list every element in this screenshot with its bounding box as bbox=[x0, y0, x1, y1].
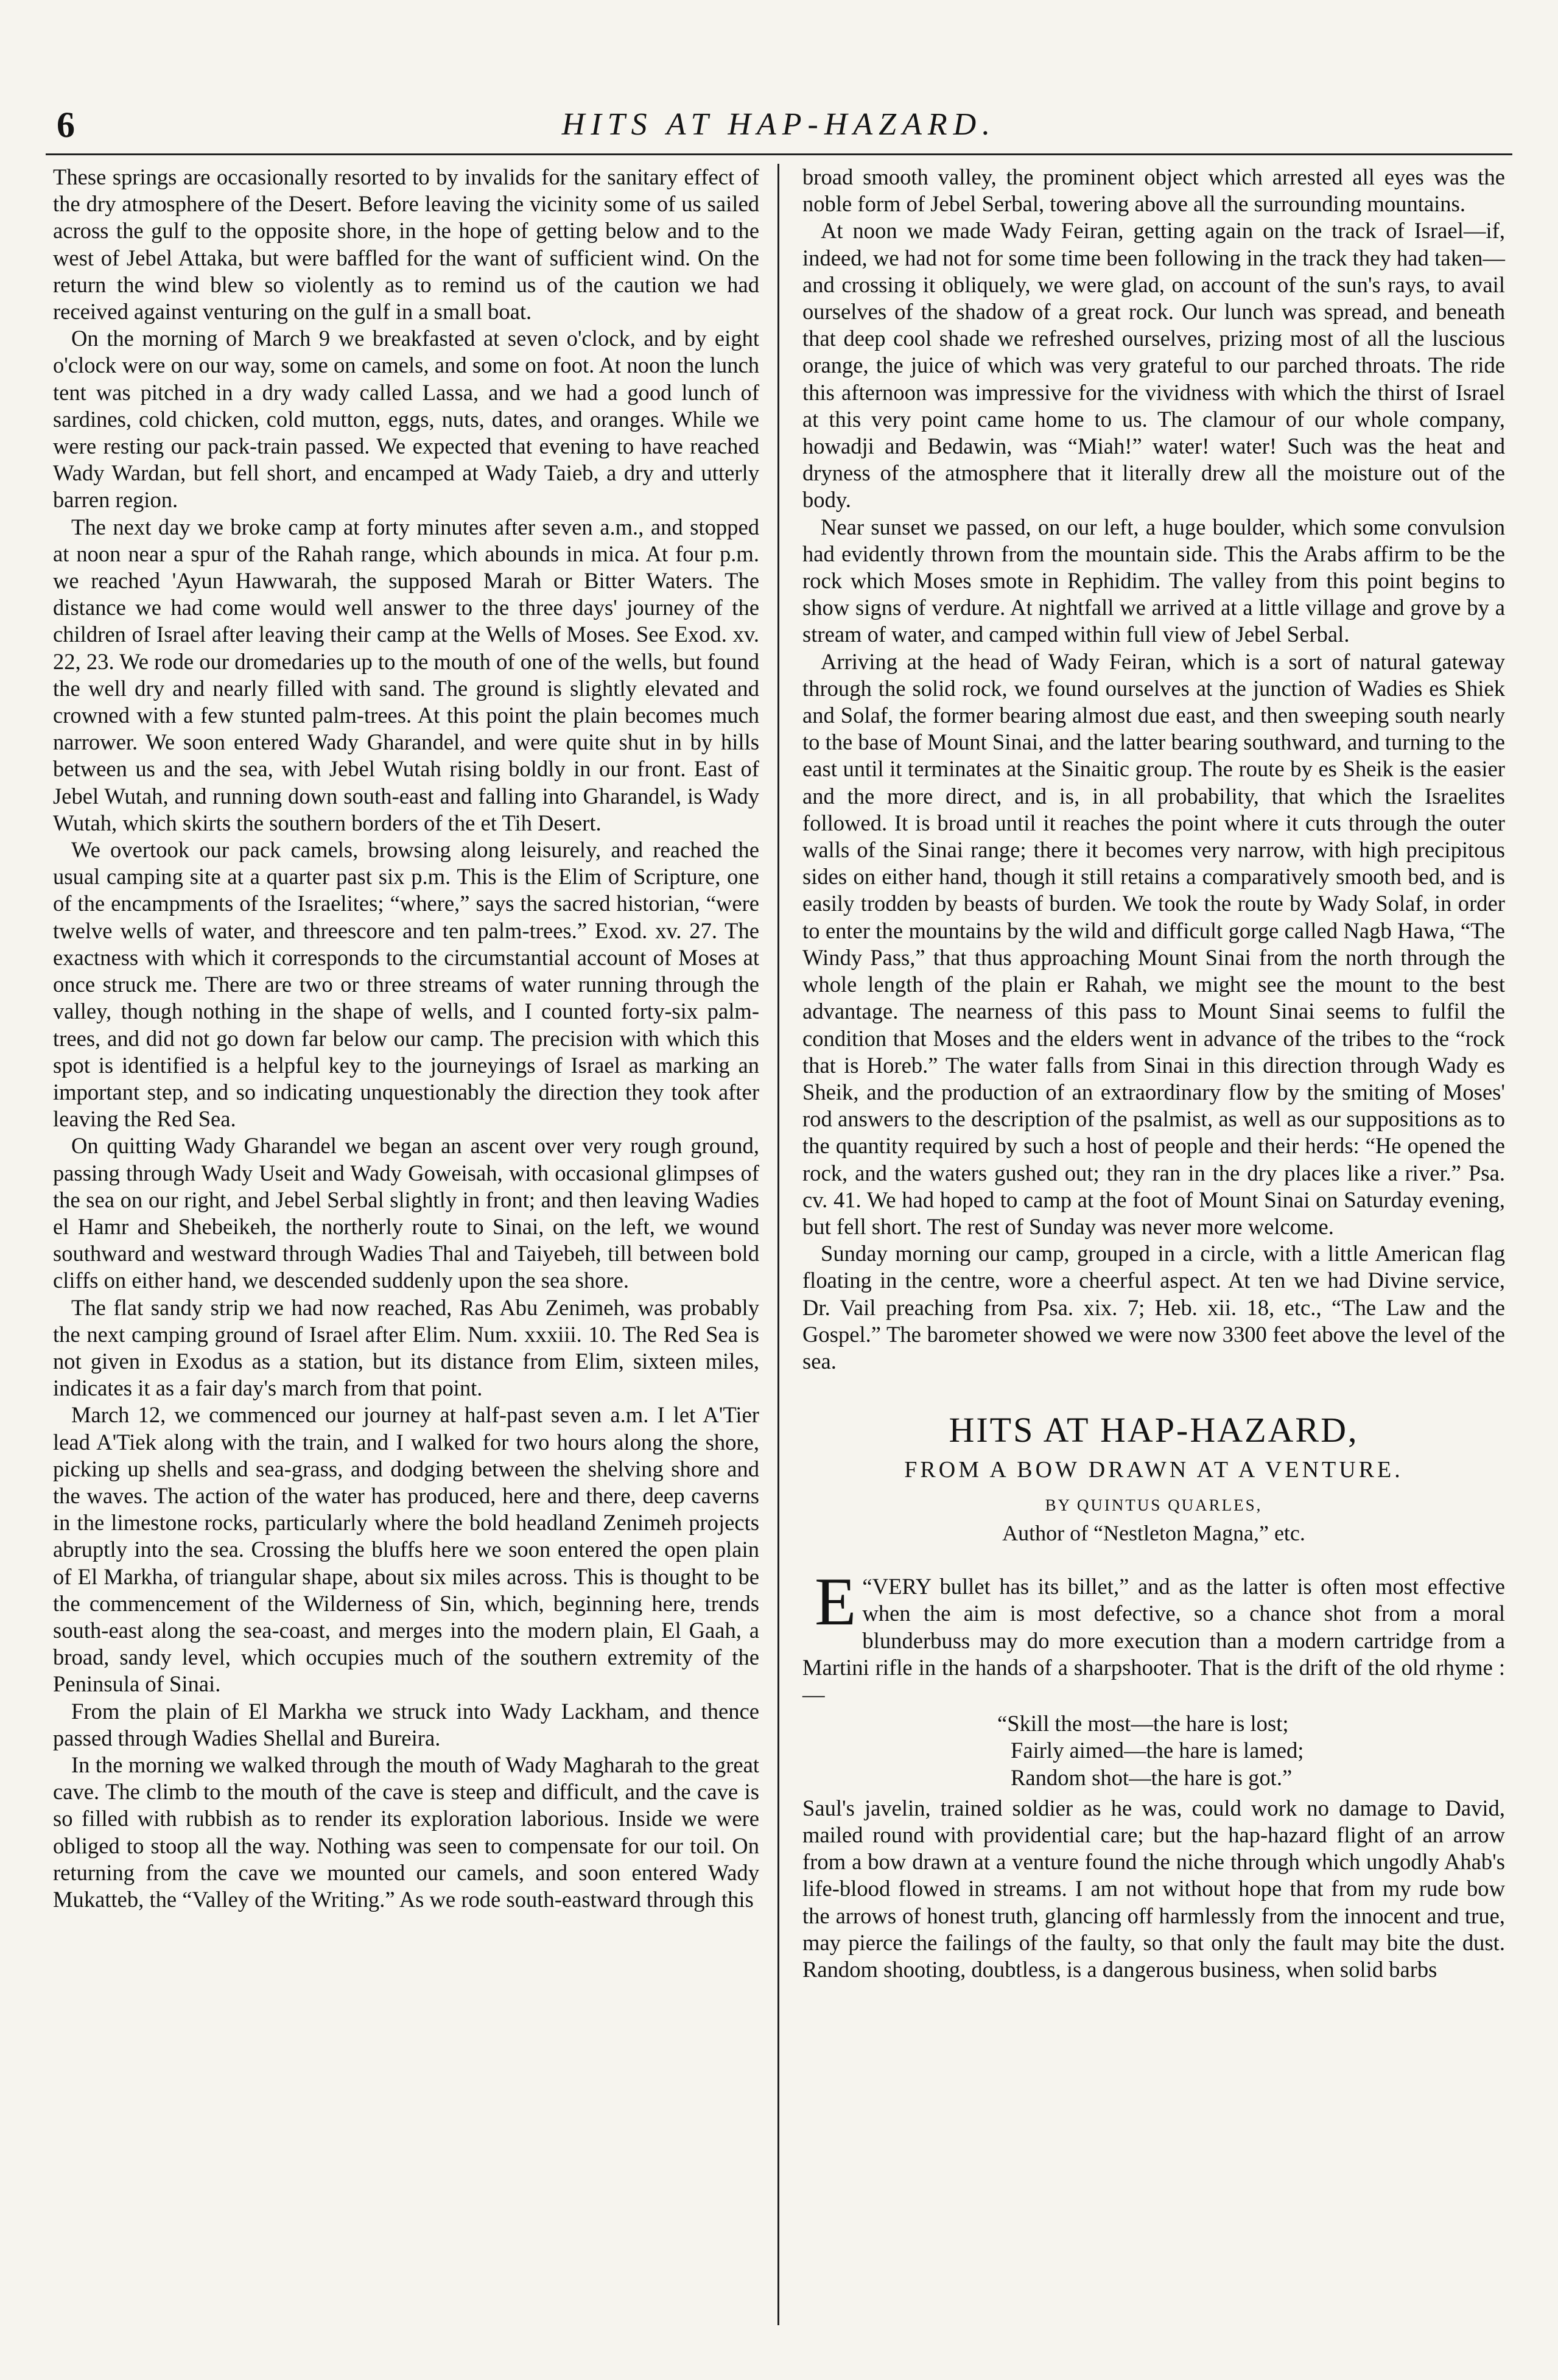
paragraph: At noon we made Wady Feiran, getting again on the track of Israel—if, indeed, we had not for some time been following in the track they had taken—and crossing it obliquely, we were glad, on account of the sun's rays, to avail ourselves of the shadow of a great rock. Our lunch was spread, and beneath that deep cool shade we refreshed ourselves, prizing most of all the luscious orange, the juice of which was very grateful to our parched throats. The ride this afternoon was impressive for the vividness with which the thirst of Israel at this very point came home to us. The clamour of our whole company, howadji and Bedawin, was “Miah!” water! water! Such was the heat and dryness of the atmosphere that it literally drew all the moisture out of the body. bbox=[802, 218, 1505, 513]
paragraph: Near sunset we passed, on our left, a huge boulder, which some convulsion had evidently thrown from the mountain side. This the Arabs affirm to be the rock which Moses smote in Rephidim. The valley from this point begins to show signs of verdure. At nightfall we arrived at a little village and grove by a stream of water, and camped within full view of Jebel Serbal. bbox=[802, 514, 1505, 647]
paragraph: On quitting Wady Gharandel we began an ascent over very rough ground, passing through Wady Useit and Wady Goweisah, with occasional glimpses of the sea on our right, and Jebel Serbal slightly in front; and then leaving Wadies el Hamr and Shebeikeh, the northerly route to Sinai, on the left, we wound southward and westward through Wadies Thal and Taiyebeh, till between bold cliffs on either hand, we descended suddenly upon the sea shore. bbox=[53, 1133, 759, 1293]
paragraph: The next day we broke camp at forty minutes after seven a.m., and stopped at noon near a spur of the Rahah range, which abounds in mica. At four p.m. we reached 'Ayun Hawwarah, the supposed Marah or Bitter Waters. The distance we had come would well answer to the three days' journey of the children of Israel after leaving their camp at the Wells of Moses. See Exod. xv. 22, 23. We rode our dromedaries up to the mouth of one of the wells, but found the well dry and nearly filled with sand. The ground is slightly elevated and crowned with a few stunted palm-trees. At this point the plain becomes much narrower. We soon entered Wady Gharandel, and were quite shut in by hills between us and the sea, with Jebel Wutah rising boldly in our front. East of Jebel Wutah, and running down south-east and falling into Gharandel, is Wady Wutah, which skirts the southern borders of the et Tih Desert. bbox=[53, 514, 759, 835]
paragraph: We overtook our pack camels, browsing along leisurely, and reached the usual camping site at a quarter past six p.m. This is the Elim of Scripture, one of the encampments of the Israelites; “where,” says the sacred historian, “were twelve wells of water, and threescore and ten palm-trees.” Exod. xv. 27. The exactness with which it corresponds to the circumstantial account of Moses at once struck me. There are two or three streams of water running through the valley, though nothing in the shape of wells, and I counted forty-six palm-trees, and did not go down far below our camp. The precision with which this spot is identified is a helpful key to the journeyings of Israel as marking an important step, and so indicating unquestionably the direction they took after leaving the Red Sea. bbox=[53, 837, 759, 1132]
paragraph: The flat sandy strip we had now reached, Ras Abu Zenimeh, was probably the next camping ground of Israel after Elim. Num. xxxiii. 10. The Red Sea is not given in Exodus as a station, but its distance from Elim, sixteen miles, indicates it as a fair day's march from that point. bbox=[53, 1294, 759, 1401]
paragraph: Sunday morning our camp, grouped in a circle, with a little American flag floating in the centre, wore a cheerful aspect. At ten we had Divine service, Dr. Vail preaching from Psa. xix. 7; Heb. xii. 18, etc., “The Law and the Gospel.” The barometer showed we were now 3300 feet above the level of the sea. bbox=[802, 1241, 1505, 1374]
left-column bbox=[46, 159, 771, 2323]
paragraph: Arriving at the head of Wady Feiran, which is a sort of natural gateway through the solid rock, we found ourselves at the junction of Wadies es Shiek and Solaf, the former bearing almost due east, and then sweeping south nearly to the base of Mount Sinai, and the latter bearing southward, and turning to the east until it terminates at the Sinaitic group. The route by es Sheik is the easier and the more direct, and is, in all probability, that which the Israelites followed. It is broad until it reaches the point where it cuts through the outer walls of the Sinai range; there it becomes very narrow, with high precipitous sides on either hand, though it still retains a comparatively smooth bed, and is easily trodden by beasts of burden. We took the route by Wady Solaf, in order to enter the mountains by the wild and difficult gorge called Nagb Hawa, “The Windy Pass,” that thus approaching Mount Sinai from the north through the whole length of the plain er Rahah, we might see the mount to the best advantage. The nearness of this pass to Mount Sinai seems to fulfil the condition that Moses and the elders went in advance of the tribes to the “rock that is Horeb.” The water falls from Sinai in this direction through Wady es Sheik, and the production of an extraordinary flow by the smiting of Moses' rod answers to the description of the psalmist, as well as our suppositions as to the quantity required by such a host of people and their herds: “He opened the rock, and the waters gushed out; they ran in the dry places like a river.” Psa. cv. 41. We had hoped to camp at the foot of Mount Sinai on Saturday evening, but fell short. The rest of Sunday was never more welcome. bbox=[802, 648, 1505, 1239]
article-author-note: Author of “Nestleton Magna,” etc. bbox=[1002, 1521, 1305, 1546]
right-column bbox=[785, 159, 1511, 2323]
columns bbox=[46, 159, 1512, 2323]
opening-quote: “ bbox=[862, 1574, 872, 1599]
running-head bbox=[46, 104, 1512, 146]
verse bbox=[802, 1710, 1505, 1791]
paragraph: March 12, we commenced our journey at half-past seven a.m. I let A'Tier lead A'Tiek along with the train, and I walked for two hours along the shore, picking up shells and sea-grass, and dodging between the shelving shore and the waves. The action of the water has produced, here and there, deep caverns in the limestone rocks, particularly where the bold headland Zenimeh projects abruptly into the sea. Crossing the bluffs here we soon entered the open plain of El Markha, of triangular shape, about six miles across. This is thought to be the commencement of the Wilderness of Sin, which, beginning here, trends south-east along the sea-coast, and merges into the modern plain, El Gaah, a broad, sandy level, which occupies much of the southern extremity of the Peninsula of Sinai. bbox=[53, 1402, 759, 1697]
article-byline: BY QUINTUS QUARLES, bbox=[1045, 1496, 1263, 1515]
article-opening bbox=[802, 1564, 1505, 1708]
opening-text: VERY bullet has its billet,” and as the latter is often most effective when the aim is most defective, so a chance shot from a moral blunderbuss may do more execution than a modern cartridge from a Martini rifle in the hands of a sharpshooter. That is the drift of the old rhyme :— bbox=[802, 1574, 1505, 1707]
paragraph: On the morning of March 9 we breakfasted at seven o'clock, and by eight o'clock were on our way, some on camels, and some on foot. At noon the lunch tent was pitched in a dry wady called Lassa, and we had a good lunch of sardines, cold chicken, cold mutton, eggs, nuts, dates, and oranges. While we were resting our pack-train passed. We expected that evening to have reached Wady Wardan, but fell short, and encamped at Wady Taieb, a dry and utterly barren region. bbox=[53, 326, 759, 513]
verse-line: Random shot—the hare is got.” bbox=[1011, 1764, 1293, 1790]
drop-cap: E bbox=[815, 1564, 857, 1640]
header-rule bbox=[46, 153, 1512, 155]
page-number: 6 bbox=[57, 105, 75, 145]
running-title: HITS AT HAP-HAZARD. bbox=[561, 107, 997, 142]
paragraph: From the plain of El Markha we struck into Wady Lackham, and thence passed through Wadies Shellal and Bureira. bbox=[53, 1698, 759, 1750]
paragraph: Saul's javelin, trained soldier as he was, could work no damage to David, mailed round with providential care; but the hap-hazard flight of an arrow from a bow drawn at a venture found the niche through which ungodly Ahab's life-blood flowed in streams. I am not without hope that from my rude bow the arrows of honest truth, glancing off harmlessly from the innocent and true, may pierce the failings of the faulty, so that only the fault may bite the dust. Random shooting, doubtless, is a dangerous business, when solid barbs bbox=[802, 1795, 1505, 1982]
paragraph: In the morning we walked through the mouth of Wady Magharah to the great cave. The climb to the mouth of the cave is steep and difficult, and the cave is so filled with rubbish as to render its exploration laborious. Inside we were obliged to stoop all the way. Nothing was seen to compensate for our toil. On returning from the cave we mounted our camels, and soon entered Wady Mukatteb, the “Valley of the Writing.” As we rode south-eastward through this bbox=[53, 1752, 759, 1912]
verse-line: Fairly aimed—the hare is lamed; bbox=[1011, 1738, 1304, 1763]
paragraph: These springs are occasionally resorted to by invalids for the sanitary effect of the dry atmosphere of the Desert. Before leaving the vicinity some of us sailed across the gulf to the opposite shore, in the hope of getting below and to the west of Jebel Attaka, but were baffled for the want of sufficient wind. On the return the wind blew so violently as to remind us of the caution we had received against venturing on the gulf in a small boat. bbox=[53, 164, 759, 325]
article-title: HITS AT HAP-HAZARD, bbox=[949, 1410, 1359, 1450]
paragraph: broad smooth valley, the prominent object which arrested all eyes was the noble form of Jebel Serbal, towering above all the surrounding mountains. bbox=[802, 164, 1505, 217]
article-subtitle: FROM A BOW DRAWN AT A VENTURE. bbox=[904, 1457, 1403, 1483]
verse-line: “Skill the most—the hare is lost; bbox=[997, 1711, 1289, 1736]
column-rule bbox=[777, 164, 779, 2325]
